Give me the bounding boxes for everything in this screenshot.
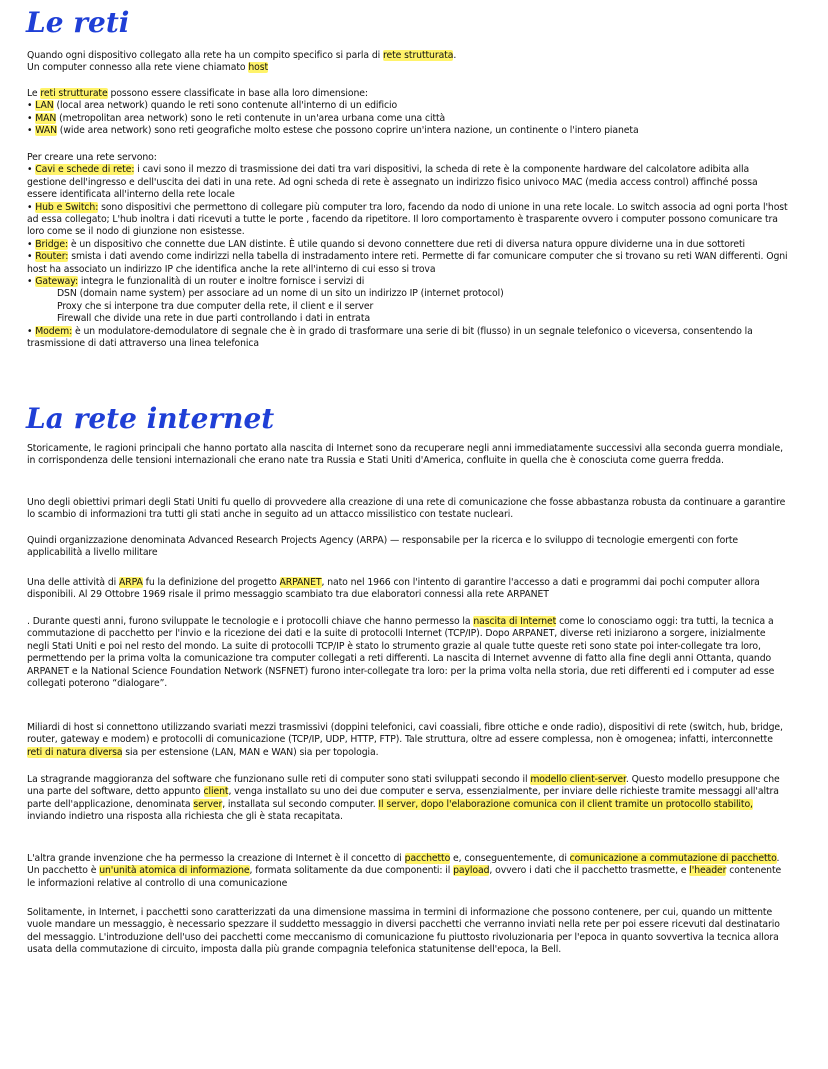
highlighted-text: Router: [35,251,69,263]
highlighted-text: server [193,798,223,810]
highlighted-text: WAN [35,125,57,137]
section-title-rete-internet: La rete internet [26,402,275,435]
highlighted-text: payload [453,865,490,877]
internet-paragraph [27,774,788,824]
internet-paragraph [27,497,788,522]
gateway-services-list [27,288,788,325]
intro-line-2 [27,62,788,74]
highlighted-text: Il server, dopo l'elaborazione comunica con il client tramite un protocollo stabilito, [378,798,753,810]
sub-list-item: Proxy che si interpone tra due computer della rete, il client e il server [57,300,374,312]
text-span: Quindi organizzazione denominata Advanced Research Projects Agency (ARPA) — responsabile per la ricerca e lo sviluppo di tecnologie emergenti con forte applicabilità a livello militare [27,535,739,559]
text-span: , installata sul secondo computer. [222,798,379,810]
text-span: , nato nel 1966 con l'intento di garantire l'accesso a dati e programmi dai pochi computer allora disponibili. Al 29 Ottobre 1969 risale il primo messaggio scambiato tra due elaboratori connessi alla rete ARPANET [27,577,760,601]
list-item [27,251,788,276]
text-span: Miliardi di host si connettono utilizzando svariati mezzi trasmissivi (doppini telefonici, cavi coassiali, fibre ottiche e onde radio), dispositivi di rete (switch, hub, bridge, router, gateway e modem) e protocolli di comunicazione (TCP/IP, UDP, HTTP, FTP). Tale struttura, oltre ad essere complessa, non è omogenea; infatti, interconnette [27,722,783,746]
highlighted-text: Bridge: [35,238,68,250]
intro-block [27,50,788,75]
list-item [27,113,788,125]
text-span: inviando indietro una risposta alla richiesta che gli è stata recapitata. [27,811,343,823]
highlighted-text: nascita di Internet [473,616,557,627]
needs-intro: Per creare una rete servono: [27,152,157,163]
list-item [27,239,788,251]
highlighted-text: Hub e Switch: [35,201,99,213]
highlighted-text: pacchetto [404,853,451,864]
text-span: (metropolitan area network) sono le reti contenute in un'area urbana come una città [56,112,446,124]
text-span: è un dispositivo che connette due LAN distinte. È utile quando si devono connettere due reti di diversa natura oppure dividerne una in due sottoreti [68,238,746,250]
highlighted-text: un'unità atomica di informazione [99,865,250,877]
internet-paragraph [27,616,788,690]
highlighted-text: LAN [35,100,54,112]
text-span: Un computer connesso alla rete viene chiamato [27,62,249,74]
text-span: , venga installato su uno dei due computer e serva, essenzialmente, per inviare delle richieste tramite messaggi all'altra parte dell'applicazione, denominata [27,786,779,810]
highlighted-text: ARPANET [279,577,322,588]
text-span: Le [27,88,41,99]
needs-block [27,152,788,351]
text-span: è un modulatore-demodulatore di segnale che è in grado di trasformare una serie di bit (flusso) in un segnale telefonico o viceversa, consentendo la trasmissione di dati attraverso una linea telefonica [27,325,753,350]
highlighted-text: rete strutturata [383,50,454,61]
list-item [27,202,788,239]
internet-paragraph [27,722,788,759]
text-span: smista i dati avendo come indirizzi nella tabella di instradamento intere reti. Permette di far comunicare computer che si trovano su reti WAN differenti. Ogni host ha associato un indirizzo IP che identifica anche la rete all'interno di cui esso si trova [27,251,788,275]
internet-paragraph [27,577,788,602]
text-span: contenente le informazioni relative al controllo di una comunicazione [27,865,782,889]
highlighted-text: MAN [35,112,57,124]
list-item [27,100,788,112]
dimension-list [27,100,788,137]
highlighted-text: Cavi e schede di rete: [35,164,135,176]
internet-paragraph [27,853,788,890]
sub-list-item: DSN (domain name system) per associare ad un nome di un sito un indirizzo IP (internet protocol) [57,288,504,300]
internet-paragraph [27,907,788,957]
text-span: e, conseguentemente, di [450,853,570,864]
list-item [27,125,788,137]
highlighted-text: modello client-server [530,774,626,785]
internet-paragraph [27,535,788,560]
list-item [27,164,788,201]
text-span: (local area network) quando le reti sono contenute all'interno di un edificio [53,100,398,112]
dimension-block [27,88,788,138]
text-span: La stragrande maggioranza del software che funzionano sulle reti di computer sono stati sviluppati secondo il [27,774,531,785]
text-span: Quando ogni dispositivo collegato alla rete ha un compito specifico si parla di [27,50,383,61]
paragraph-text [27,907,788,957]
text-span: integra le funzionalità di un router e inoltre fornisce i servizi di [77,276,365,288]
list-item [27,276,788,288]
paragraph-text [27,497,788,522]
text-span: . Un pacchetto è [27,853,780,877]
highlighted-text: ARPA [119,577,143,588]
text-span: sono dispositivi che permettono di collegare più computer tra loro, facendo da nodo di unione in una rete locale. Lo switch associa ad ogni porta l'host ad essa collegato; L'hub inoltra i dati ricevuti a tutte le porte , facendo da ripetitore. Il loro comportamento è trasparente ovvero i computer possono comunicare tra loro come se il nodo di giunzione non esistesse. [27,201,788,238]
highlighted-text: Modem: [35,325,73,337]
highlighted-text: l'header [689,865,727,877]
text-span: . Questo modello presuppone che una parte del software, detto appunto [27,774,780,798]
text-span: possono essere classificate in base alla loro dimensione: [107,88,368,99]
needs-list [27,164,788,288]
highlighted-text: client [203,786,229,798]
paragraph-text [27,577,788,602]
section-title-le-reti: Le reti [26,6,130,39]
text-span: (wide area network) sono reti geografiche molto estese che possono coprire un'intera nazione, un continente o l'intero pianeta [56,125,639,137]
intro-line-1 [27,50,788,62]
text-span: . [453,50,457,61]
text-span: i cavi sono il mezzo di trasmissione dei dati tra vari dispositivi, la scheda di rete è la componente hardware del calcolatore adibita alla gestione dell'ingresso e dell'uscita dei dati in una rete. Ad ogni scheda di rete è assegnato un indirizzo fisico univoco MAC (media access control) affinché possa essere identificata all'interno della rete locale [27,164,758,201]
text-span: L'altra grande invenzione che ha permesso la creazione di Internet è il concetto di [27,853,405,864]
highlighted-text: reti strutturate [40,88,108,99]
text-span: come lo conosciamo oggi: tra tutti, la tecnica a commutazione di pacchetto per l'invio e la ricezione dei dati e la suite di protocolli Internet (TCP/IP). Dopo ARPANET, diverse reti iniziarono a sorgere, inizialmente negli Stati Uniti e poi nel resto del mondo. La suite di protocolli TCP/IP è stato lo strumento grazie al quale tutte queste reti sono state poi inter-collegate tra loro, permettendo per la prima volta la comunicazione tra computer collegati a reti differenti. La nascita di Internet avvenne di fatto alla fine degli anni Ottanta, quando ARPANET e la National Science Foundation Network (NSFNET) furono inter-collegate tra loro: per la prima volta nella storia, due reti differenti ed i computer ad esse collegati poterono “dialogare”. [27,616,775,690]
paragraph-text [27,616,788,690]
text-span: . Durante questi anni, furono sviluppate le tecnologie e i protocolli chiave che hanno permesso la [27,616,474,627]
paragraph-text [27,853,788,890]
paragraph-text [27,722,788,759]
highlighted-text: host [248,62,269,74]
highlighted-text: reti di natura diversa [27,746,123,758]
text-span: fu la definizione del progetto [142,577,280,588]
internet-paragraph [27,443,788,468]
highlighted-text: comunicazione a commutazione di pacchetto [569,853,777,864]
text-span: sia per estensione (LAN, MAN e WAN) sia per topologia. [122,746,379,758]
text-span: Una delle attività di [27,577,120,588]
text-span: , ovvero i dati che il pacchetto trasmette, e [489,865,690,877]
highlighted-text: Gateway: [35,276,78,288]
paragraph-text [27,443,788,468]
dimension-intro [27,88,788,100]
text-span: , formata solitamente da due componenti: il [249,865,454,877]
sub-list-item: Firewall che divide una rete in due parti controllando i dati in entrata [57,313,371,325]
needs-item-modem [27,326,788,351]
text-span: Uno degli obiettivi primari degli Stati Uniti fu quello di provvedere alla creazione di una rete di comunicazione che fosse abbastanza robusta da continuare a garantire lo scambio di informazioni tra tutti gli stati anche in seguito ad un attacco missilistico con testate nucleari. [27,497,786,521]
text-span: Solitamente, in Internet, i pacchetti sono caratterizzati da una dimensione massima in termini di informazione che possono contenere, per cui, quando un mittente vuole mandare un messaggio, è necessario spezzare il suddetto messaggio in diversi pacchetti che verranno inviati nella rete per poi essere ricevuti dal destinatario del messaggio. L'introduzione dell'uso dei pacchetti come meccanismo di comunicazione fu piuttosto rivoluzionaria per l'epoca in quanto sovvertiva la tecnica allora usata della commutazione di circuito, imposta dalla più grande compagnia telefonica statunitense dell'epoca, la Bell. [27,907,780,956]
paragraph-text [27,535,788,560]
text-span: Storicamente, le ragioni principali che hanno portato alla nascita di Internet sono da recuperare negli anni immediatamente successivi alla seconda guerra mondiale, in corrispondenza delle tensioni internazionali che erano nate tra Russia e Stati Uniti d'America, confluite in quella che è conosciuta come guerra fredda. [27,443,783,467]
paragraph-text [27,774,788,824]
